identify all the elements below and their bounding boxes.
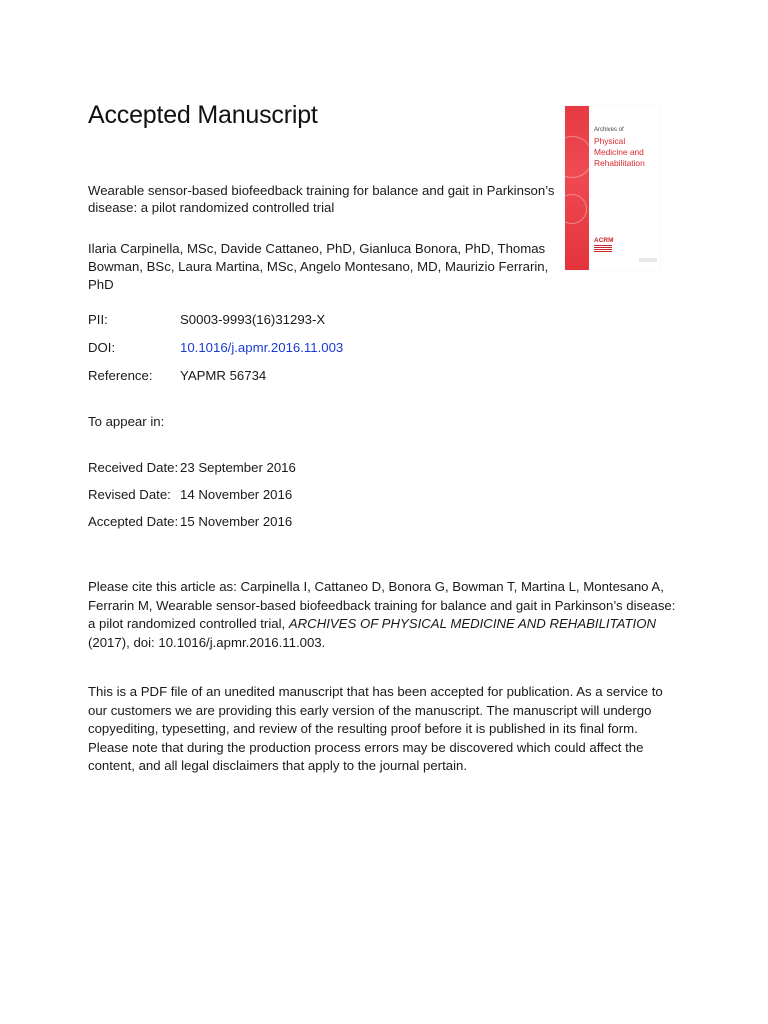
cover-pre-title: Archives of [594,127,624,133]
received-date-label: Received Date: [88,460,179,475]
citation-journal: ARCHIVES OF PHYSICAL MEDICINE AND REHABILITATION [288,616,656,631]
cover-society-tagline [594,245,612,253]
citation-paragraph [88,578,678,652]
appear-in-label: To appear in: [88,414,165,429]
journal-cover-thumbnail [565,106,660,270]
article-authors: Ilaria Carpinella, MSc, Davide Cattaneo, PhD, Gianluca Bonora, PhD, Thomas Bowman, BSc, Laura Martina, MSc, Angelo Montesano, MD, Maurizio Ferrarin, PhD [88,241,549,292]
article-title: Wearable sensor-based biofeedback training for balance and gait in Parkinson’s disease: a pilot randomized controlled trial [88,183,555,215]
revised-date-label: Revised Date: [88,487,171,502]
accepted-date-label: Accepted Date: [88,514,179,529]
reference-value: YAPMR 56734 [180,368,267,383]
doi-label: DOI: [88,340,116,355]
reference-label: Reference: [88,368,153,383]
cover-red-strip [565,106,589,270]
cover-footer-mark [639,258,657,262]
accepted-date-value: 15 November 2016 [180,514,293,529]
pii-value: S0003-9993(16)31293-X [180,312,326,327]
citation-doi: (2017), doi: 10.1016/j.apmr.2016.11.003. [88,634,326,650]
disclaimer-paragraph: This is a PDF file of an unedited manuscript that has been accepted for publication. As a service to our customers we are providing this early version of the manuscript. The manuscript will undergo copyediting, typesetting, and review of the resulting proof before it is published in its final form. Please note that during the production process errors may be discovered which could affect the content, and all legal disclaimers that apply to the journal pertain. [88,684,663,773]
revised-date-value: 14 November 2016 [180,487,293,502]
pii-label: PII: [88,312,108,327]
page-heading: Accepted Manuscript [88,101,318,129]
citation-text: Please cite this article as: Carpinella I, Cattaneo D, Bonora G, Bowman T, Martina L, Montesano A, Ferrarin M, Wearable sensor-based biofeedback training for balance and gait in Parkinson’s disease: a pilot randomized controlled trial, [88,579,676,631]
received-date-value: 23 September 2016 [180,460,296,475]
cover-journal-name: Physical Medicine and Rehabilitation [594,136,645,168]
cover-society-logo: ACRM [594,237,614,244]
doi-link[interactable]: 10.1016/j.apmr.2016.11.003 [180,340,344,355]
